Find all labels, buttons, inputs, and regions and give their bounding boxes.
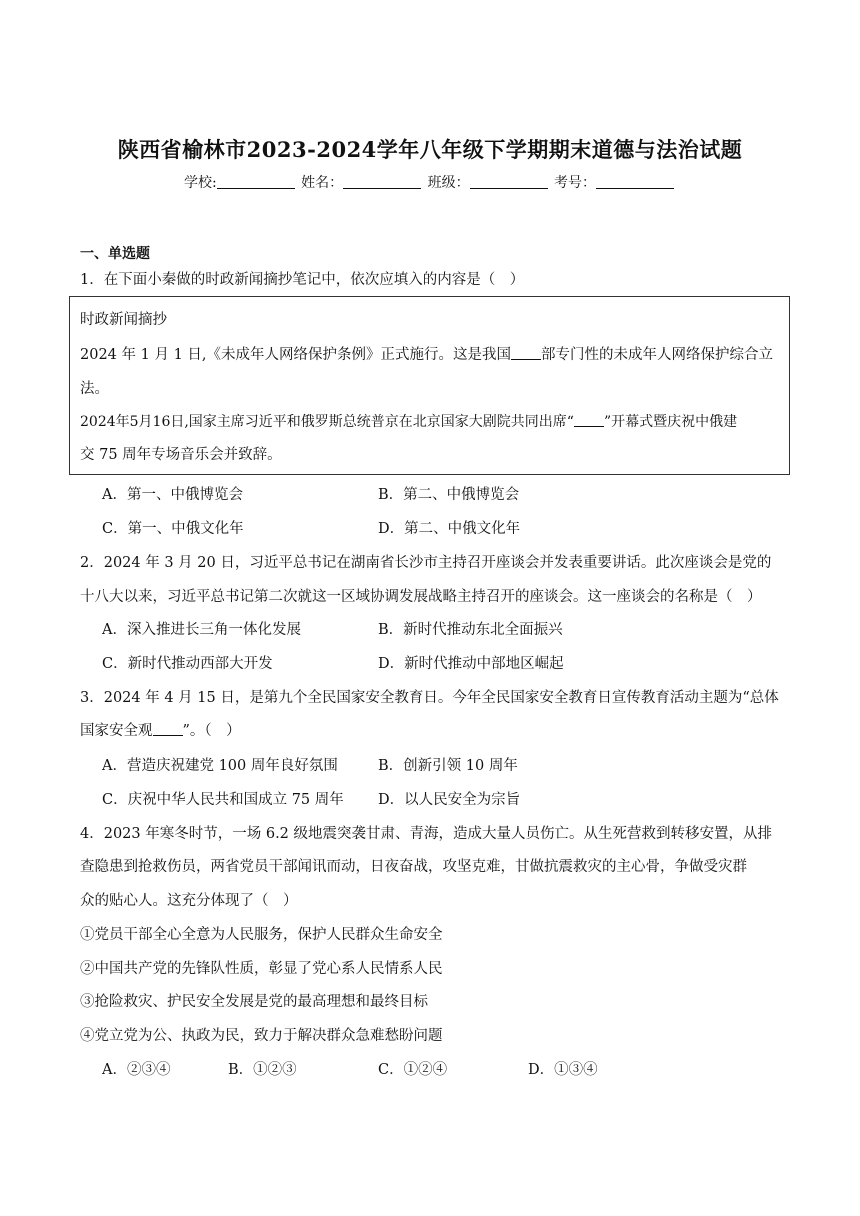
q2-stem-line1: 2．2024 年 3 月 20 日，习近平总书记在湖南省长沙市主持召开座谈会并发表重要讲话。此次座谈会是党的: [80, 555, 772, 571]
news-box-line4: 交 75 周年专场音乐会并致辞。: [80, 447, 282, 463]
q2-stem-line2: 十八大以来，习近平总书记第二次就这一区域协调发展战略主持召开的座谈会。这一座谈会的名称是（ ）: [80, 589, 762, 605]
fill-blank: [574, 412, 604, 427]
q1-option-b[interactable]: B．第二、中俄博览会: [378, 487, 520, 503]
q4-statement-1: ①党员干部全心全意为人民服务，保护人民群众生命安全: [80, 927, 443, 943]
q1-option-a[interactable]: A．第一、中俄博览会: [102, 487, 243, 503]
q4-stem-line3: 众的贴心人。这充分体现了（ ）: [80, 893, 298, 909]
q1-option-c[interactable]: C．第一、中俄文化年: [102, 521, 244, 537]
fill-blank: [511, 345, 541, 360]
q4-statement-4: ④党立党为公、执政为民，致力于解决群众急难愁盼问题: [80, 1028, 443, 1044]
name-label: 姓名：: [301, 175, 344, 191]
q3-option-d[interactable]: D．以人民安全为宗旨: [378, 792, 521, 808]
student-info-line: [0, 173, 860, 193]
news-box-line2: 法。: [80, 381, 109, 397]
school-label: 学校:: [183, 175, 217, 191]
q4-stem-line1: 4．2023 年寒冬时节，一场 6.2 级地震突袭甘肃、青海，造成大量人员伤亡。从生死营救到转移安置，从排: [80, 826, 773, 842]
name-blank[interactable]: [343, 173, 421, 189]
news-box-title: 时政新闻摘抄: [80, 312, 167, 328]
q3-option-c[interactable]: C．庆祝中华人民共和国成立 75 周年: [102, 792, 344, 808]
class-label: 班级：: [427, 175, 470, 191]
exam-no-blank[interactable]: [596, 173, 674, 189]
school-blank[interactable]: [217, 173, 295, 189]
q4-statement-2: ②中国共产党的先锋队性质，彰显了党心系人民情系人民: [80, 961, 443, 977]
q1-option-d[interactable]: D．第二、中俄文化年: [378, 521, 521, 537]
fill-blank: [153, 721, 183, 736]
class-blank[interactable]: [470, 173, 548, 189]
q4-option-c[interactable]: C．①②④: [378, 1062, 448, 1078]
q2-option-d[interactable]: D．新时代推动中部地区崛起: [378, 656, 564, 672]
q3-option-b[interactable]: B．创新引领 10 周年: [378, 758, 518, 774]
page-title: 陕西省榆林市2023-2024学年八年级下学期期末道德与法治试题: [117, 137, 743, 162]
q4-option-b[interactable]: B．①②③: [228, 1062, 297, 1078]
q1-stem: 1．在下面小秦做的时政新闻摘抄笔记中，依次应填入的内容是（ ）: [80, 272, 525, 288]
q4-option-a[interactable]: A．②③④: [102, 1062, 171, 1078]
q3-stem-line2: 国家安全观 ”。（ ）: [80, 723, 241, 739]
news-box-line3: 2024年5月16日,国家主席习近平和俄罗斯总统普京在北京国家大剧院共同出席“ ”开幕式暨庆祝中俄建: [80, 414, 738, 430]
exam-no-label: 考号：: [554, 175, 597, 191]
q3-option-a[interactable]: A．营造庆祝建党 100 周年良好氛围: [102, 758, 338, 774]
q2-option-c[interactable]: C．新时代推动西部大开发: [102, 656, 273, 672]
section-heading: 一、单选题: [80, 246, 150, 262]
q4-option-d[interactable]: D．①③④: [528, 1062, 598, 1078]
q3-stem-line1: 3．2024 年 4 月 15 日，是第九个全民国家安全教育日。今年全民国家安全教育日宣传教育活动主题为“总体: [80, 690, 779, 706]
news-box-line1: 2024 年 1 月 1 日,《未成年人网络保护条例》正式施行。这是我国 部专门性的未成年人网络保护综合立: [80, 347, 774, 363]
q4-statement-3: ③抢险救灾、护民安全发展是党的最高理想和最终目标: [80, 994, 428, 1010]
q2-option-a[interactable]: A．深入推进长三角一体化发展: [102, 622, 301, 638]
q2-option-b[interactable]: B．新时代推动东北全面振兴: [378, 622, 563, 638]
q4-stem-line2: 查隐患到抢救伤员，两省党员干部闻讯而动，日夜奋战，攻坚克难，甘做抗震救灾的主心骨，争做受灾群: [80, 859, 747, 875]
